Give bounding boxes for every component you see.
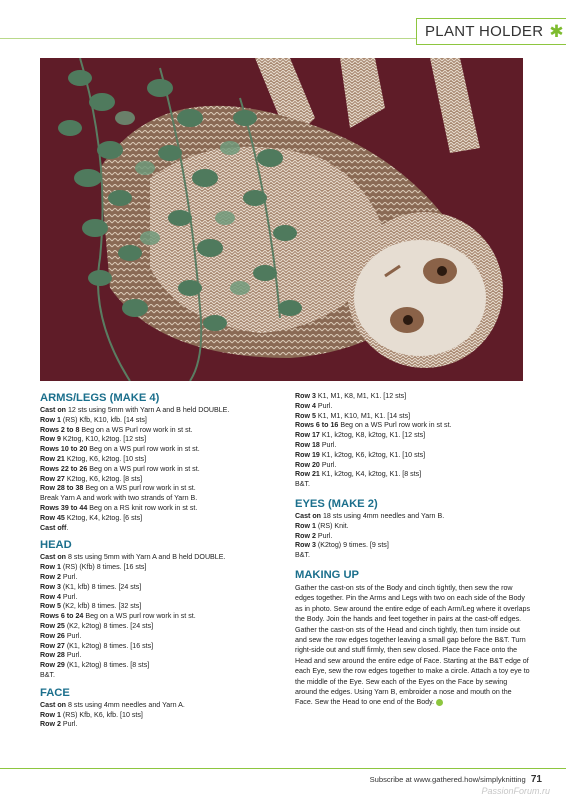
instruction-step-label: Row 1	[40, 415, 61, 424]
instruction-step-label: Row 27	[40, 474, 65, 483]
watermark: PassionForum.ru	[481, 786, 550, 796]
section-tab	[416, 18, 566, 45]
instruction-line	[40, 632, 290, 642]
footer-rule	[0, 768, 566, 769]
instruction-line	[295, 461, 531, 471]
instruction-line	[40, 622, 290, 632]
instruction-step-label: Row 19	[295, 450, 320, 459]
instruction-step-label: Row 17	[295, 431, 320, 440]
instruction-step-text: Purl.	[64, 651, 82, 660]
instruction-step-label: Cast on	[40, 700, 67, 709]
instruction-step-text: Beg on a RS knit row work in st st.	[87, 503, 198, 512]
instruction-step-text: K1, k2tog, K8, k2tog, K1. [12 sts]	[319, 431, 426, 440]
eyes-instructions	[295, 512, 531, 561]
instruction-step-text: (RS) Knit.	[315, 521, 349, 530]
instruction-step-label: Row 5	[295, 411, 316, 420]
instruction-step-label: Row 1	[40, 710, 61, 719]
instruction-step-label: Row 1	[295, 521, 316, 530]
instruction-step-label: Row 1	[40, 563, 61, 572]
arms-legs-heading: ARMS/LEGS (MAKE 4)	[40, 392, 160, 404]
making-up-heading: MAKING UP	[295, 568, 360, 581]
instruction-step-label: Cast on	[295, 511, 322, 520]
instruction-line	[295, 480, 531, 490]
instruction-line	[40, 711, 290, 721]
instruction-step-text: (K2, k2tog) 8 times. [24 sts]	[64, 621, 154, 630]
instruction-step-text: Purl.	[319, 440, 337, 449]
instruction-step-text: Beg on a WS purl row work in st st.	[87, 445, 200, 454]
instruction-step-label: Row 2	[40, 572, 61, 581]
instruction-step-text: (RS) (Kfb) 8 times. [16 sts]	[60, 563, 147, 572]
instruction-step-text: Break Yarn A and work with two strands of Yarn B.	[40, 494, 198, 503]
instruction-step-text: (K2tog) 9 times. [9 sts]	[315, 541, 389, 550]
head-instructions	[40, 553, 290, 680]
instruction-step-text: K2tog, K4, k2tog. [6 sts]	[64, 513, 143, 522]
instruction-step-text: Purl.	[60, 572, 78, 581]
instruction-line	[40, 563, 290, 573]
instruction-step-label: Rows 22 to 26	[40, 464, 88, 473]
instruction-line	[40, 583, 290, 593]
instruction-step-text: B&T.	[40, 670, 55, 679]
instruction-step-label: Row 4	[40, 592, 61, 601]
instruction-step-label: Row 4	[295, 401, 316, 410]
instruction-step-label: Row 45	[40, 513, 65, 522]
end-mark-icon	[436, 699, 443, 706]
instruction-step-text: K1, k2tog, K6, k2tog, K1. [10 sts]	[319, 450, 426, 459]
instruction-line	[40, 416, 290, 426]
instruction-step-text: B&T.	[295, 551, 310, 560]
instruction-step-label: Cast on	[40, 553, 67, 562]
instruction-step-text: K2tog, K6, k2tog. [10 sts]	[64, 454, 147, 463]
instruction-step-text: .	[66, 523, 69, 532]
instruction-step-text: 18 sts using 4mm needles and Yarn B.	[321, 511, 445, 520]
instruction-line	[40, 426, 290, 436]
head-heading: HEAD	[40, 539, 72, 552]
instruction-step-text: Purl.	[60, 720, 78, 729]
instruction-step-label: Row 27	[40, 641, 65, 650]
instruction-step-label: Row 21	[295, 470, 320, 479]
instruction-line	[40, 504, 290, 514]
instruction-step-text: K1, k2tog, K4, k2tog, K1. [8 sts]	[319, 470, 422, 479]
instruction-step-label: Row 18	[295, 440, 320, 449]
instruction-line	[40, 642, 290, 652]
instruction-step-label: Row 3	[40, 582, 61, 591]
instruction-step-label: Row 2	[40, 720, 61, 729]
instruction-step-label: Row 21	[40, 454, 65, 463]
instruction-step-text: (K1, k2tog) 8 times. [8 sts]	[64, 661, 150, 670]
instruction-line	[295, 441, 531, 451]
instruction-step-text: Purl.	[60, 592, 78, 601]
instruction-line	[40, 435, 290, 445]
instruction-step-text: (K1, kfb) 8 times. [24 sts]	[60, 582, 142, 591]
instruction-line	[295, 470, 531, 480]
subscribe-link[interactable]: Subscribe at www.gathered.how/simplyknitting	[369, 775, 526, 784]
instruction-line	[295, 431, 531, 441]
instruction-line	[40, 445, 290, 455]
instruction-line	[295, 512, 531, 522]
instruction-step-label: Row 20	[295, 460, 320, 469]
instruction-step-text: 8 sts using 4mm needles and Yarn A.	[66, 700, 185, 709]
instruction-line	[40, 573, 290, 583]
instruction-step-text: Purl.	[315, 401, 333, 410]
instruction-line	[295, 402, 531, 412]
instruction-line	[40, 593, 290, 603]
instruction-line	[40, 612, 290, 622]
instruction-step-label: Rows 6 to 24	[40, 612, 84, 621]
right-column	[295, 392, 531, 708]
instruction-step-label: Rows 10 to 20	[40, 445, 88, 454]
instruction-line	[295, 451, 531, 461]
left-column	[40, 392, 290, 730]
instruction-line	[295, 532, 531, 542]
instruction-line	[40, 514, 290, 524]
instruction-line	[40, 406, 290, 416]
instruction-line	[40, 475, 290, 485]
instruction-line	[40, 701, 290, 711]
sloth-photo	[40, 58, 523, 381]
making-up-body: Gather the cast-on sts of the Body and cinch tightly, then sew the row edges together. Pin the Arms and Legs with two on each side of the Body as in photo. Sew around the entire edge of each Arm/Leg where it overlaps the Body. Join the hands and feet together in pairs at the cast-off edges. Gather the cast-on sts of the Head and cinch tightly, then turn inside out and sew the row edges together leaving a small gap before the B&T. Turn right-side out and stuff firmly, then sew closed. Place the Face onto the Head and sew around the entire edge of Face. Starting at the B&T edge of each Eye, sew the row edges together to make a circle. Attach a toy eye to the middle of the Eye. Sew each of the Eyes on the Face by sewing around the edges. Using Yarn B, embroider a nose and mouth on the Face. Sew the Head to one end of the Body.	[295, 583, 531, 707]
section-label: PLANT HOLDER	[425, 23, 544, 40]
instruction-step-label: Row 3	[295, 541, 316, 550]
instruction-step-label: Row 3	[295, 392, 316, 400]
instruction-line	[40, 671, 290, 681]
instruction-line	[40, 553, 290, 563]
asterisk-star-icon: ✱	[549, 22, 564, 41]
instruction-step-text: 12 sts using 5mm with Yarn A and B held DOUBLE.	[66, 406, 230, 414]
instruction-step-label: Rows 2 to 8	[40, 425, 80, 434]
instruction-line	[295, 421, 531, 431]
instruction-step-text: Beg on a WS Purl row work in st st.	[338, 421, 452, 430]
instruction-line	[40, 484, 290, 494]
eyes-heading: EYES (MAKE 2)	[295, 497, 378, 510]
instruction-line	[295, 551, 531, 561]
instruction-line	[295, 522, 531, 532]
face-instructions	[40, 701, 290, 730]
instruction-step-label: Cast off	[40, 523, 67, 532]
instruction-line	[40, 524, 290, 534]
instruction-step-text: K2tog, K6, k2tog. [8 sts]	[64, 474, 143, 483]
footer	[370, 774, 542, 785]
instruction-line	[40, 465, 290, 475]
page-number: 71	[530, 774, 542, 785]
instruction-line	[40, 651, 290, 661]
instruction-step-label: Row 25	[40, 621, 65, 630]
instruction-step-label: Row 9	[40, 435, 61, 444]
instruction-step-label: Row 29	[40, 661, 65, 670]
face-heading: FACE	[40, 686, 70, 699]
instruction-step-text: (K2, kfb) 8 times. [32 sts]	[60, 602, 142, 611]
instruction-step-text: Beg on a WS purl row work in st st.	[87, 464, 200, 473]
making-up-text	[295, 583, 531, 708]
instruction-step-label: Row 5	[40, 602, 61, 611]
instruction-step-text: 8 sts using 5mm with Yarn A and B held DOUBLE.	[66, 553, 226, 562]
instruction-step-text: Purl.	[315, 531, 333, 540]
instruction-line	[40, 455, 290, 465]
instruction-step-text: Purl.	[64, 631, 82, 640]
instruction-step-text: Beg on a WS purl row work in st st.	[83, 612, 196, 621]
instruction-step-text: B&T.	[295, 480, 310, 489]
instruction-step-text: K1, M1, K8, M1, K1. [12 sts]	[315, 392, 407, 400]
instruction-line	[40, 494, 290, 504]
instruction-line	[295, 412, 531, 422]
instruction-step-label: Rows 6 to 16	[295, 421, 339, 430]
instruction-line	[40, 720, 290, 730]
arms-legs-instructions	[40, 406, 290, 533]
instruction-step-text: (K1, k2tog) 8 times. [16 sts]	[64, 641, 154, 650]
instruction-step-text: Beg on a WS purl row work in st st.	[83, 484, 196, 493]
instruction-step-label: Row 26	[40, 631, 65, 640]
instruction-step-label: Row 28	[40, 651, 65, 660]
instruction-line	[40, 602, 290, 612]
instruction-step-label: Cast on	[40, 406, 67, 414]
instruction-step-text: Beg on a WS Purl row work in st st.	[79, 425, 193, 434]
instruction-step-text: (RS) Kfb, K6, kfb. [10 sts]	[60, 710, 143, 719]
face-instructions-continued	[295, 392, 531, 490]
instruction-step-text: K1, M1, K10, M1, K1. [14 sts]	[315, 411, 411, 420]
instruction-line	[295, 392, 531, 402]
instruction-line	[40, 661, 290, 671]
instruction-step-text: K2tog, K10, k2tog. [12 sts]	[60, 435, 147, 444]
instruction-step-text: Purl.	[319, 460, 337, 469]
instruction-step-label: Row 28 to 38	[40, 484, 84, 493]
instruction-step-text: (RS) Kfb, K10, kfb. [14 sts]	[60, 415, 147, 424]
sloth-illustration	[40, 58, 523, 381]
instruction-step-label: Rows 39 to 44	[40, 503, 88, 512]
instruction-line	[295, 541, 531, 551]
instruction-step-label: Row 2	[295, 531, 316, 540]
